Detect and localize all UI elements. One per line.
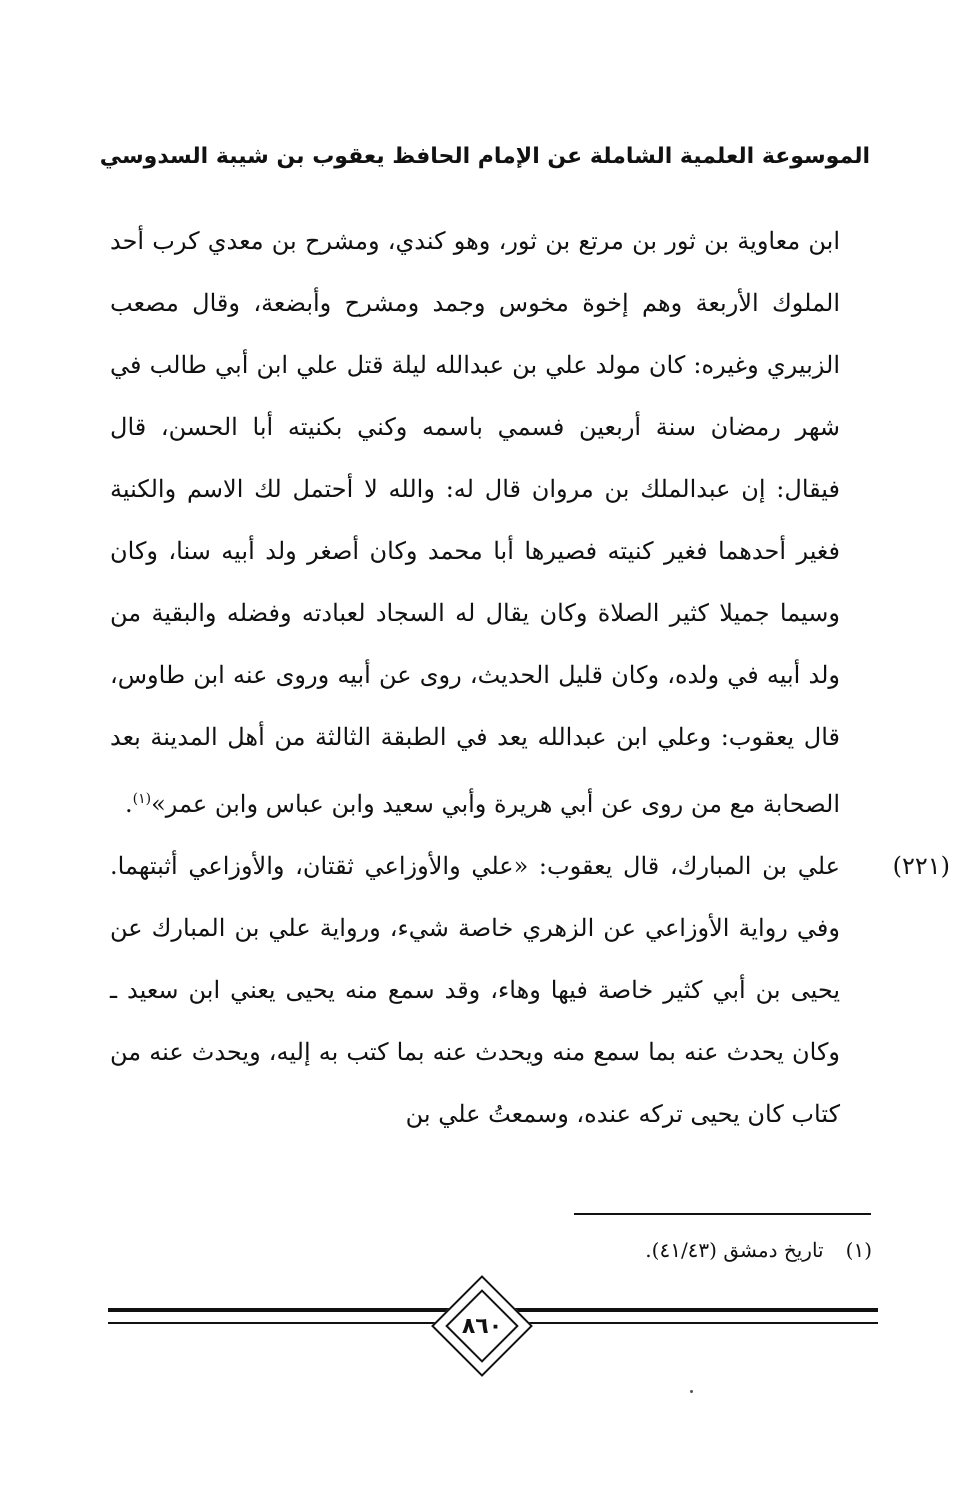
main-text — [110, 210, 950, 1145]
paragraph-text: ابن معاوية بن ثور بن مرتع بن ثور، وهو كندي، ومشرح بن معدي كرب أحد الملوك الأربعة وهم إخوة مخوس وجمد ومشرح وأبضعة، وقال مصعب الزبيري وغيره: كان مولد علي بن عبدالله ليلة قتل علي ابن أبي طالب في شهر رمضان سنة أربعين فسمي باسمه وكني بكنيته أبا الحسن، قال فيقال: إن عبدالملك بن مروان قال له: والله لا أحتمل لك الاسم والكنية فغير أحدهما فغير كنيته فصيرها أبا محمد وكان أصغر ولد أبيه سنا، وكان وسيما جميلا كثير الصلاة وكان يقال له السجاد لعبادته وفضله والبقية من ولد أبيه في ولده، وكان قليل الحديث، روى عن أبيه وروى عنه ابن طاوس، قال يعقوب: وعلي ابن عبدالله يعد في الطبقة الثالثة من أهل المدينة بعد الصحابة مع من روى عن أبي هريرة وأبي سعيد وابن عباس وابن عمر» — [110, 227, 840, 818]
paragraph-end: . — [124, 790, 133, 818]
scan-speck — [690, 1390, 693, 1393]
running-header — [99, 136, 878, 176]
entry — [110, 835, 950, 1145]
paragraph — [110, 835, 840, 1145]
paragraph-text: علي بن المبارك، قال يعقوب: «علي والأوزاعي ثقتان، والأوزاعي أثبتهما. وفي رواية الأوزاعي عن الزهري خاصة شيء، ورواية علي بن المبارك عن يحيى بن أبي كثير خاصة فيها وهاء، وقد سمع منه يحيى يعني ابن سعيد ـ وكان يحدث عنه بما سمع منه ويحدث عنه بما كتب به إليه، ويحدث عنه من كتاب كان يحيى تركه عنده، وسمعتُ علي بن — [110, 852, 840, 1128]
footnote-number: (١) — [845, 1238, 872, 1262]
entry-number: (٢٢١) — [892, 852, 950, 880]
footnote-separator — [574, 1213, 871, 1215]
footnote-text: تاريخ دمشق (٤١/٤٣). — [645, 1238, 824, 1262]
header-title: الموسوعة العلمية الشاملة عن الإمام الحافظ يعقوب بن شيبة السدوسي — [99, 143, 870, 169]
page-footer — [108, 1290, 878, 1370]
paragraph — [110, 210, 840, 835]
footnote — [300, 1232, 872, 1268]
page-number: ٨٦٠ — [461, 1313, 503, 1339]
footnote-ref: (١) — [132, 791, 152, 807]
